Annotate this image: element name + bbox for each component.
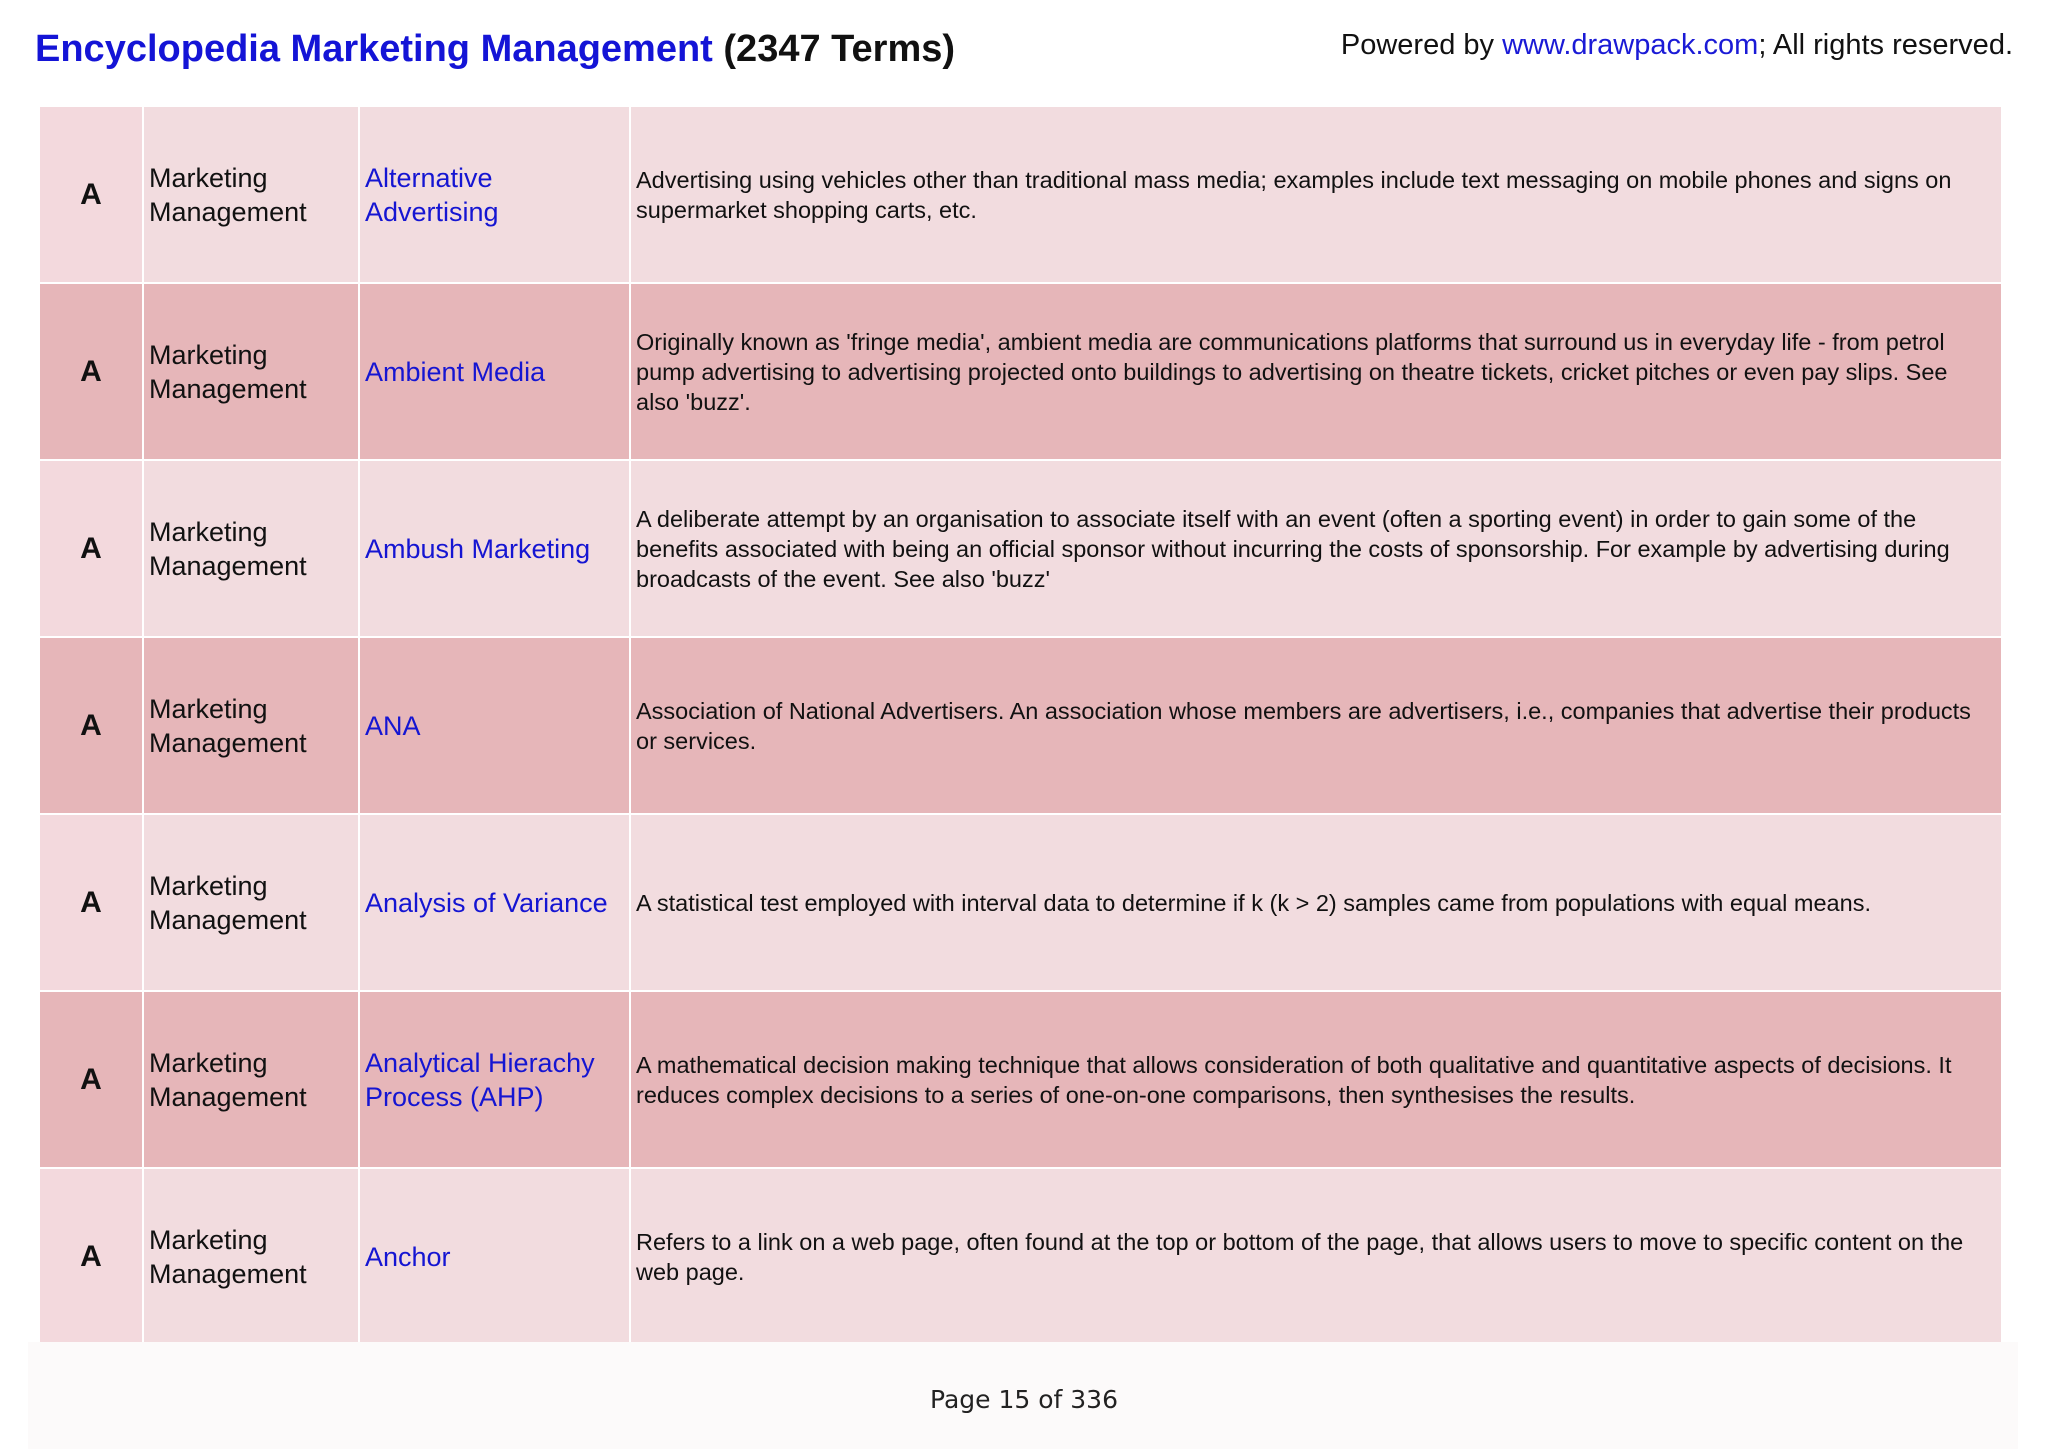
definition-cell: Refers to a link on a web page, often found at the top or bottom of the page, that allows users to move to specific content on the web page. bbox=[630, 1168, 2002, 1345]
table-row bbox=[39, 460, 2002, 637]
definition-cell: Advertising using vehicles other than traditional mass media; examples include text messaging on mobile phones and signs on supermarket shopping carts, etc. bbox=[630, 106, 2002, 283]
letter-cell: A bbox=[39, 991, 143, 1168]
table-row bbox=[39, 991, 2002, 1168]
drawpack-link[interactable]: www.drawpack.com bbox=[1502, 29, 1759, 61]
category-cell: Marketing Management bbox=[143, 814, 359, 991]
table-row bbox=[39, 814, 2002, 991]
term-link[interactable]: Analytical Hierachy Process (AHP) bbox=[359, 991, 630, 1168]
letter-cell: A bbox=[39, 637, 143, 814]
term-link[interactable]: Ambient Media bbox=[359, 283, 630, 460]
category-cell: Marketing Management bbox=[143, 991, 359, 1168]
term-link[interactable]: Anchor bbox=[359, 1168, 630, 1345]
term-link[interactable]: Alternative Advertising bbox=[359, 106, 630, 283]
page-number: Page 15 of 336 bbox=[930, 1385, 1118, 1414]
glossary-table bbox=[38, 105, 2003, 1346]
category-cell: Marketing Management bbox=[143, 460, 359, 637]
letter-cell: A bbox=[39, 814, 143, 991]
term-link[interactable]: Ambush Marketing bbox=[359, 460, 630, 637]
rights-text: ; All rights reserved. bbox=[1758, 29, 2013, 61]
category-cell: Marketing Management bbox=[143, 283, 359, 460]
powered-prefix: Powered by bbox=[1340, 29, 1503, 61]
page-title bbox=[35, 28, 955, 71]
category-cell: Marketing Management bbox=[143, 1168, 359, 1345]
definition-cell: A deliberate attempt by an organisation to associate itself with an event (often a sporting event) in order to gain some of the benefits associated with being an official sponsor without incurring the costs of sponsorship. For example by advertising during broadcasts of the event. See also 'buzz' bbox=[630, 460, 2002, 637]
powered-by-notice bbox=[1341, 29, 2013, 62]
letter-cell: A bbox=[39, 283, 143, 460]
definition-cell: A statistical test employed with interval data to determine if k (k > 2) samples came from populations with equal means. bbox=[630, 814, 2002, 991]
definition-cell: Originally known as 'fringe media', ambient media are communications platforms that surround us in everyday life - from petrol pump advertising to advertising projected onto buildings to advertising on theatre tickets, cricket pitches or even pay slips. See also 'buzz'. bbox=[630, 283, 2002, 460]
table-row bbox=[39, 106, 2002, 283]
category-cell: Marketing Management bbox=[143, 106, 359, 283]
letter-cell: A bbox=[39, 460, 143, 637]
definition-cell: A mathematical decision making technique that allows consideration of both qualitative and quantitative aspects of decisions. It reduces complex decisions to a series of one-on-one comparisons, then synthesises the results. bbox=[630, 991, 2002, 1168]
letter-cell: A bbox=[39, 1168, 143, 1345]
letter-cell: A bbox=[39, 106, 143, 283]
term-count: (2347 Terms) bbox=[723, 28, 956, 70]
table-row bbox=[39, 637, 2002, 814]
title-text: Encyclopedia Marketing Management bbox=[35, 28, 713, 70]
definition-cell: Association of National Advertisers. An association whose members are advertisers, i.e., companies that advertise their products or services. bbox=[630, 637, 2002, 814]
category-cell: Marketing Management bbox=[143, 637, 359, 814]
term-link[interactable]: ANA bbox=[359, 637, 630, 814]
table-row bbox=[39, 283, 2002, 460]
term-link[interactable]: Analysis of Variance bbox=[359, 814, 630, 991]
page-header bbox=[0, 0, 2048, 106]
table-row bbox=[39, 1168, 2002, 1345]
